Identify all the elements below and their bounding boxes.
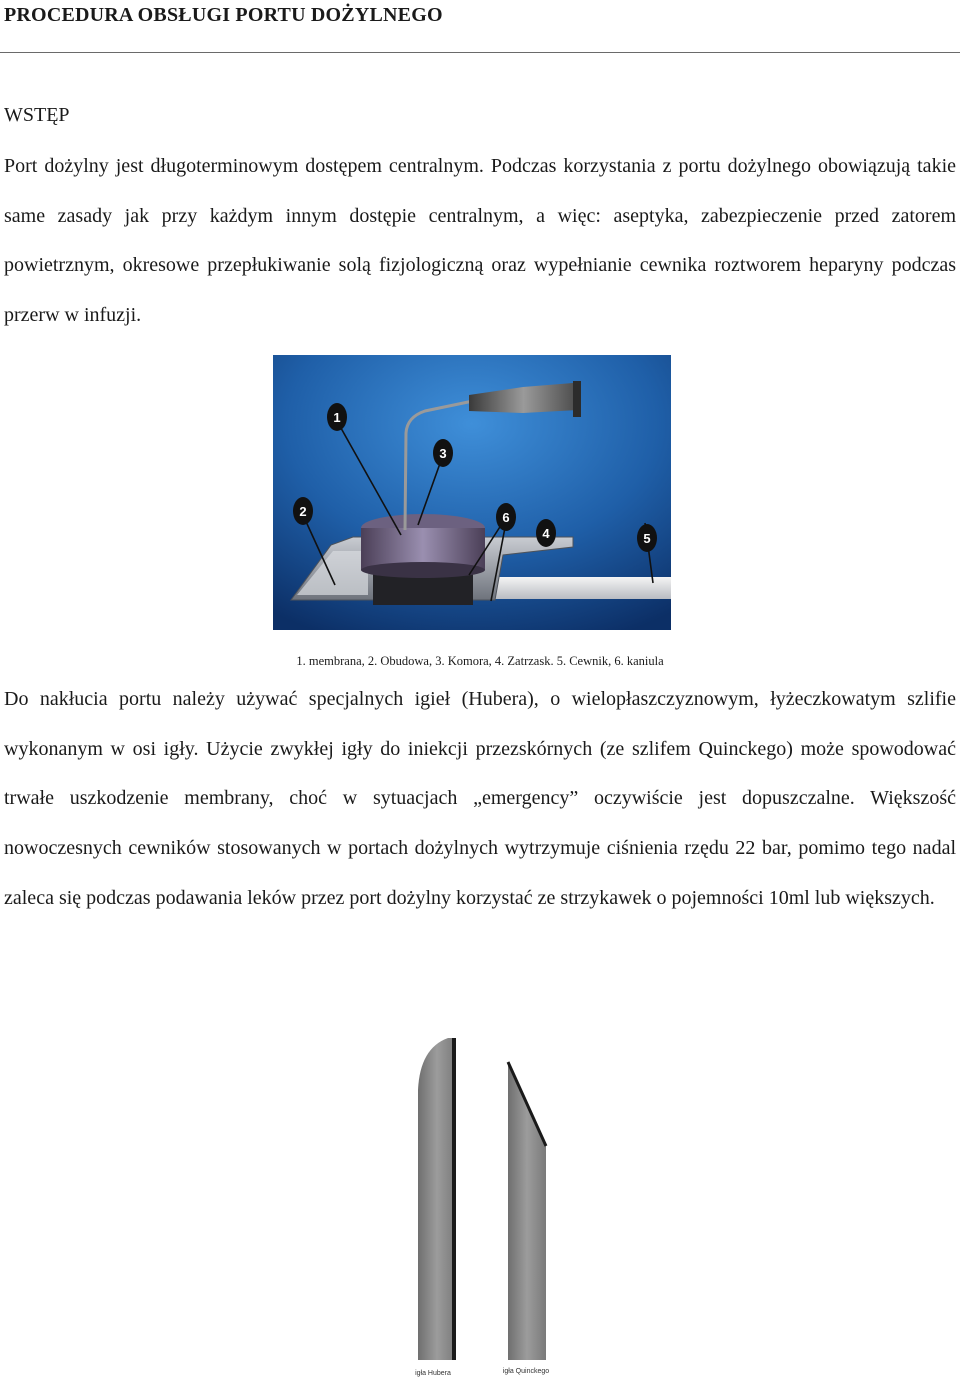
intro-paragraph: Port dożylny jest długoterminowym dostępem centralnym. Podczas korzystania z portu dożylnego obowiązują takie same zasady jak przy każdym innym dostępie centralnym, a więc: aseptyka, zabezpieczenie przed zatorem powietrznym, okresowe przepłukiwanie solą fizjologiczną oraz wypełnianie cewnika roztworem heparyny podczas przerw w infuzji.: [4, 155, 956, 327]
title-divider: [0, 52, 960, 53]
svg-text:6: 6: [502, 510, 510, 525]
svg-text:2: 2: [299, 504, 307, 519]
svg-text:4: 4: [542, 526, 550, 541]
svg-text:3: 3: [439, 446, 447, 461]
quincke-label: igła Quinckego: [502, 1368, 550, 1375]
marker-5: [637, 524, 657, 552]
port-diagram-image: [273, 355, 671, 630]
section-heading: WSTĘP: [4, 104, 70, 126]
document-title: PROCEDURA OBSŁUGI PORTU DOŻYLNEGO: [4, 4, 443, 26]
marker-3: [433, 439, 453, 467]
needle-paragraph: Do nakłucia portu należy używać specjalnych igieł (Hubera), o wielopłaszczyznowym, łyżeczkowatym szlifie wykonanym w osi igły. Użycie zwykłej igły do iniekcji przezskórnych (ze szlifem Quinckego) może spowodować trwałe uszkodzenie membrany, choć w sytuacjach „emergency” oczywiście jest dopuszczalne. Większość nowoczesnych cewników stosowanych w portach dożylnych wytrzymuje ciśnienia rzędu 22 bar, pomimo tego nadal zaleca się podczas podawania leków przez port dożylny korzystać ze strzykawek o pojemności 10ml lub większych.: [4, 688, 956, 909]
figure-caption: 1. membrana, 2. Obudowa, 3. Komora, 4. Zatrzask. 5. Cewnik, 6. kaniula: [296, 654, 664, 668]
needle-comparison-image: [400, 1030, 570, 1380]
svg-text:5: 5: [643, 531, 651, 546]
huber-needle-shape: [418, 1038, 456, 1360]
quincke-needle-shape: [508, 1062, 546, 1360]
marker-2: [293, 497, 313, 525]
huber-label: igła Hubera: [415, 1370, 451, 1377]
marker-1: [327, 403, 347, 431]
svg-text:1: 1: [333, 410, 341, 425]
marker-6: [496, 503, 516, 531]
marker-4: [536, 519, 556, 547]
